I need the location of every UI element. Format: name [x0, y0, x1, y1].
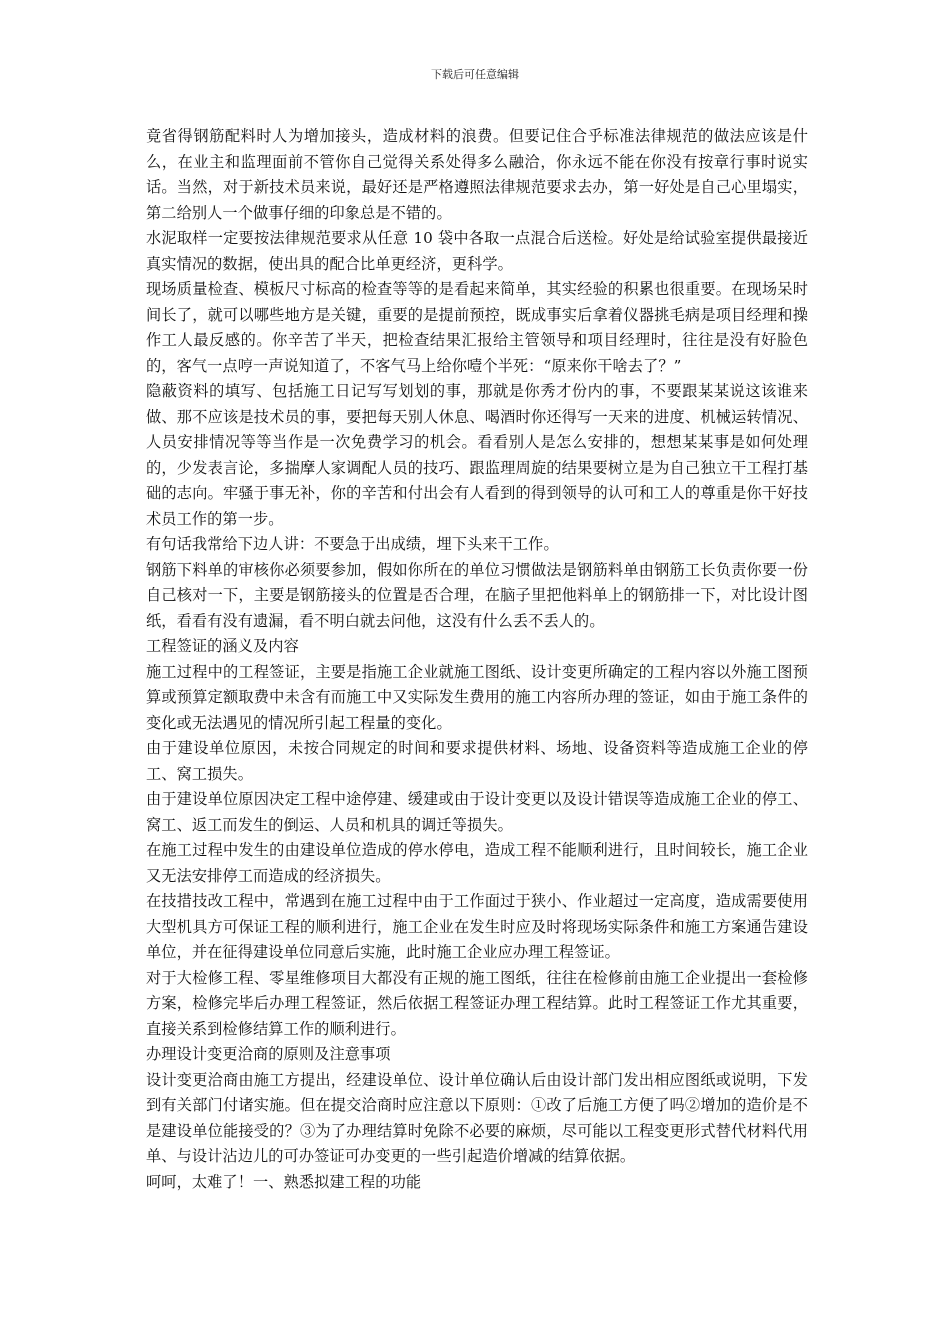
paragraph: 钢筋下料单的审核你必须要参加，假如你所在的单位习惯做法是钢筋料单由钢筋工长负责你要一份自己核对一下，主要是钢筋接头的位置是否合理，在脑子里把他料单上的钢筋排一下，对比设计图纸，看看有没有遗漏，看不明白就去问他，这没有什么丢不丢人的。 [146, 560, 808, 630]
section-heading: 办理设计变更洽商的原则及注意事项 [146, 1045, 391, 1063]
paragraph: 隐蔽资料的填写、包括施工日记写写划划的事，那就是你秀才份内的事，不要跟某某说这该谁来做、那不应该是技术员的事，要把每天别人休息、喝酒时你还得写一天来的进度、机械运转情况、人员安排情况等等当作是一次免费学习的机会。看看别人是怎么安排的，想想某某事是如何处理的，少发表言论，多揣摩人家调配人员的技巧、跟监理周旋的结果要树立是为自己独立干工程打基础的志向。牢骚于事无补，你的辛苦和付出会有人看到的得到领导的认可和工人的尊重是你干好技术员工作的第一步。 [146, 382, 808, 528]
page-header-note: 下载后可任意编辑 [431, 68, 519, 81]
document-body [146, 124, 808, 1195]
paragraph: 施工过程中的工程签证，主要是指施工企业就施工图纸、设计变更所确定的工程内容以外施工图预算或预算定额取费中未含有而施工中又实际发生费用的施工内容所办理的签证，如由于施工条件的变化或无法遇见的情况所引起工程量的变化。 [146, 662, 808, 732]
paragraph: 由于建设单位原因决定工程中途停建、缓建或由于设计变更以及设计错误等造成施工企业的停工、窝工、返工而发生的倒运、人员和机具的调迁等损失。 [146, 790, 808, 834]
paragraph: 现场质量检查、模板尺寸标高的检查等等的是看起来简单，其实经验的积累也很重要。在现场呆时间长了，就可以哪些地方是关键，重要的是提前预控，既成事实后拿着仪器挑毛病是项目经理和操作工人最反感的。你辛苦了半天，把检查结果汇报给主管领导和项目经理时，往往是没有好脸色的，客气一点哼一声说知道了，不客气马上给你噎个半死：“原来你干啥去了？” [146, 280, 808, 375]
paragraph: 呵呵，太难了！一、熟悉拟建工程的功能 [146, 1172, 422, 1191]
paragraph: 竟省得钢筋配料时人为增加接头，造成材料的浪费。但要记住合乎标准法律规范的做法应该是什么，在业主和监理面前不管你自己觉得关系处得多么融洽，你永远不能在你没有按章行事时说实话。当然，对于新技术员来说，最好还是严格遵照法律规范要求去办，第一好处是自己心里塌实，第二给别人一个做事仔细的印象总是不错的。 [146, 127, 808, 222]
paragraph: 有句话我常给下边人讲：不要急于出成绩，埋下头来干工作。 [146, 535, 559, 553]
section-heading: 工程签证的涵义及内容 [146, 637, 299, 655]
paragraph: 对于大检修工程、零星维修项目大都没有正规的施工图纸，往往在检修前由施工企业提出一套检修方案，检修完毕后办理工程签证，然后依据工程签证办理工程结算。此时工程签证工作尤其重要，直接关系到检修结算工作的顺利进行。 [146, 968, 808, 1038]
paragraph: 水泥取样一定要按法律规范要求从任意 10 袋中各取一点混合后送检。好处是给试验室提供最接近真实情况的数据，使出具的配合比单更经济，更科学。 [146, 229, 808, 273]
paragraph: 在技措技改工程中，常遇到在施工过程中由于工作面过于狭小、作业超过一定高度，造成需要使用大型机具方可保证工程的顺利进行，施工企业在发生时应及时将现场实际条件和施工方案通告建设单位，并在征得建设单位同意后实施，此时施工企业应办理工程签证。 [146, 892, 808, 961]
paragraph: 由于建设单位原因，未按合同规定的时间和要求提供材料、场地、设备资料等造成施工企业的停工、窝工损失。 [146, 739, 808, 783]
paragraph: 在施工过程中发生的由建设单位造成的停水停电，造成工程不能顺利进行，且时间较长，施工企业又无法安排停工而造成的经济损失。 [146, 841, 808, 885]
paragraph: 设计变更洽商由施工方提出，经建设单位、设计单位确认后由设计部门发出相应图纸或说明，下发到有关部门付诸实施。但在提交洽商时应注意以下原则：①改了后施工方便了吗②增加的造价是不是建设单位能接受的？③为了办理结算时免除不必要的麻烦，尽可能以工程变更形式替代材料代用单、与设计沾边儿的可办签证可办变更的一些引起造价增减的结算依据。 [146, 1070, 808, 1165]
